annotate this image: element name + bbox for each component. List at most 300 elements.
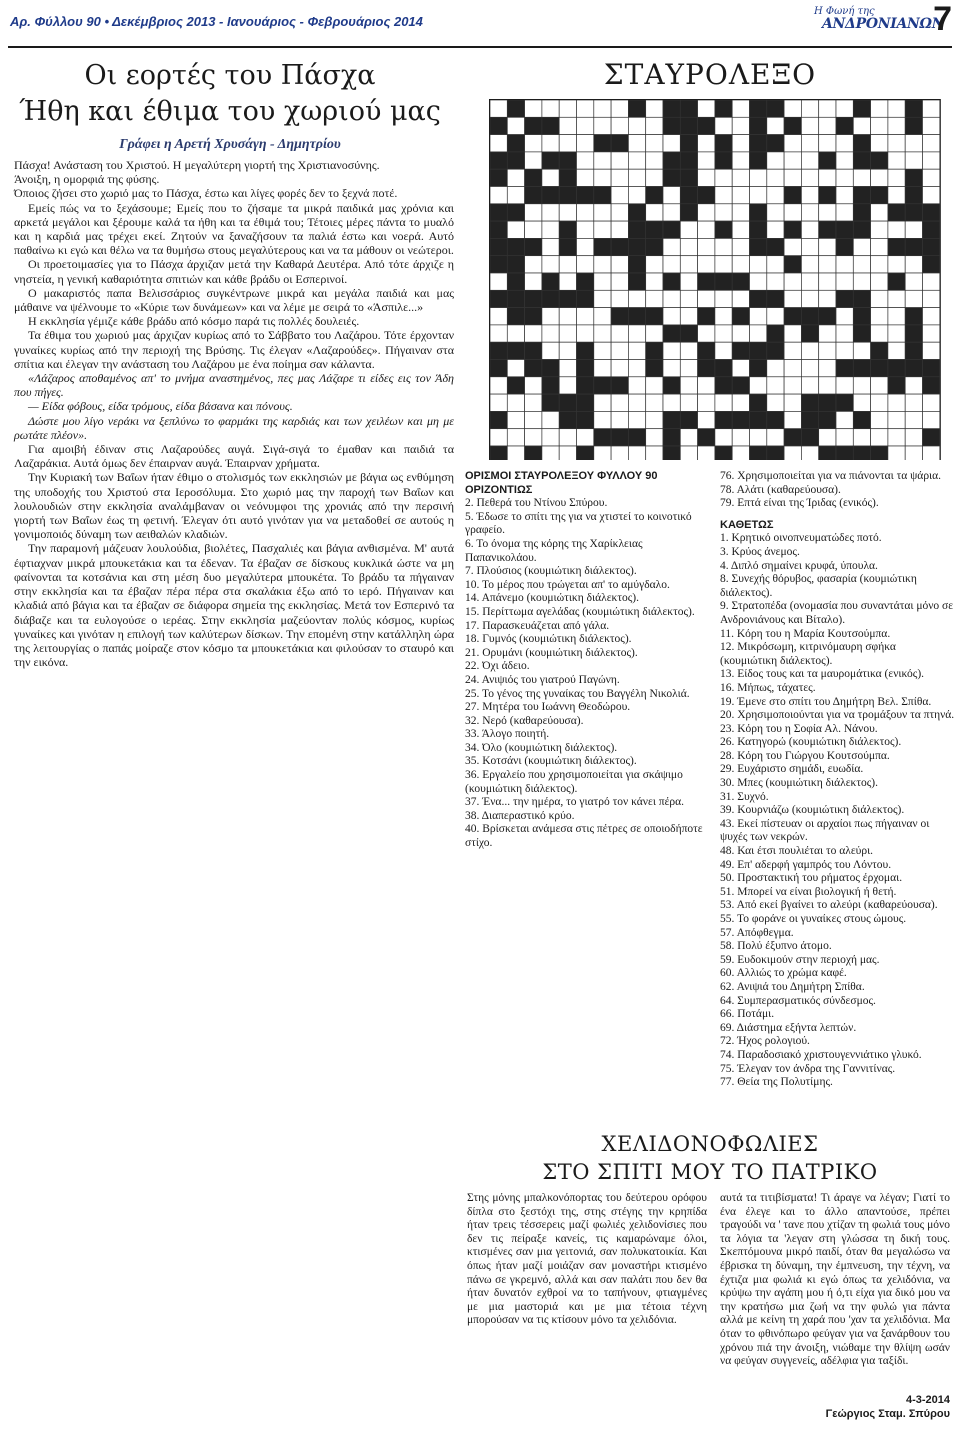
crossword-black-cell	[663, 273, 680, 290]
crossword-cell	[923, 446, 940, 460]
crossword-cell	[819, 238, 836, 255]
down-definition: 1. Κρητικό οινοπνευματώδες ποτό.	[720, 532, 882, 545]
down-definition: 8. Συνεχής θόρυβος, φασαρία (κουμιώτικη διάλεκτος).	[720, 573, 917, 599]
crossword-black-cell	[611, 238, 628, 255]
down-definition: 74. Παραδοσιακό χριστουγεννιάτικο γλυκό.	[720, 1048, 922, 1061]
crossword-black-cell	[646, 360, 663, 377]
crossword-cell	[628, 117, 645, 134]
crossword-cell	[577, 169, 594, 186]
crossword-black-cell	[905, 360, 922, 377]
crossword-cell	[888, 256, 905, 273]
crossword-black-cell	[542, 377, 559, 394]
crossword-black-cell	[611, 429, 628, 446]
crossword-cell	[577, 325, 594, 342]
crossword-black-cell	[577, 360, 594, 377]
crossword-black-cell	[801, 325, 818, 342]
crossword-cell	[542, 256, 559, 273]
down-definition: 26. Κατηγορώ (κουμιώτικη διάλεκτος).	[720, 736, 902, 749]
down-definition: 11. Κόρη του η Μαρία Κουτσούμπα.	[720, 627, 891, 640]
crossword-cell	[836, 342, 853, 359]
crossword-cell	[715, 238, 732, 255]
crossword-cell	[680, 429, 697, 446]
crossword-cell	[905, 377, 922, 394]
crossword-black-cell	[680, 204, 697, 221]
crossword-cell	[525, 204, 542, 221]
crossword-cell	[732, 117, 749, 134]
crossword-black-cell	[750, 411, 767, 428]
crossword-cell	[559, 100, 576, 117]
across-continued-list	[720, 470, 955, 511]
article-paragraph: Όποιος ζήσει στο χωριό μας το Πάσχα, έστω και λίγες φορές δεν το ξεχνά ποτέ.	[14, 186, 398, 201]
crossword-cell	[594, 221, 611, 238]
crossword-black-cell	[750, 152, 767, 169]
crossword-cell	[490, 429, 507, 446]
crossword-cell	[715, 256, 732, 273]
crossword-black-cell	[628, 308, 645, 325]
down-definition: 30. Μπες (κουμιώτικη διάλεκτος).	[720, 777, 878, 790]
crossword-black-cell	[923, 360, 940, 377]
crossword-black-cell	[819, 152, 836, 169]
crossword-cell	[836, 377, 853, 394]
crossword-cell	[628, 342, 645, 359]
crossword-black-cell	[663, 377, 680, 394]
article-paragraph: Για αμοιβή έδιναν στις Λαζαρούδες αυγά. Σιγά-σιγά το έμαθαν και παιδιά τα Λαζαράκια. Αυτά όμως δεν έπαιρναν αυγά. Έπαιρναν χρήματα.	[14, 442, 454, 471]
crossword-cell	[715, 308, 732, 325]
crossword-cell	[784, 152, 801, 169]
down-definition: 9. Στρατοπέδα (ονομασία που συναντάται μόνο σε Ανδρονιάνους και Βίταλο).	[720, 600, 954, 626]
crossword-black-cell	[767, 342, 784, 359]
crossword-grid	[488, 98, 942, 460]
crossword-cell	[542, 325, 559, 342]
crossword-black-cell	[628, 100, 645, 117]
crossword-black-cell	[646, 308, 663, 325]
crossword-cell	[784, 135, 801, 152]
crossword-cell	[732, 152, 749, 169]
crossword-cell	[663, 394, 680, 411]
page-header	[0, 0, 960, 44]
crossword-black-cell	[923, 429, 940, 446]
crossword-black-cell	[680, 135, 697, 152]
across-definition: 78. Αλάτι (καθαρεύουσα).	[720, 483, 841, 496]
crossword-cell	[732, 100, 749, 117]
crossword-cell	[888, 429, 905, 446]
crossword-black-cell	[853, 360, 870, 377]
crossword-cell	[819, 360, 836, 377]
crossword-cell	[836, 308, 853, 325]
crossword-cell	[698, 169, 715, 186]
crossword-cell	[801, 273, 818, 290]
crossword-black-cell	[715, 273, 732, 290]
crossword-cell	[507, 446, 524, 460]
crossword-cell	[594, 152, 611, 169]
crossword-cell	[715, 342, 732, 359]
crossword-black-cell	[559, 238, 576, 255]
article-poem-line: «Λάζαρος αποθαμένος απ' το μνήμα αναστημένος, πες μας Λάζαρε τι είδες εις τον Άδη που πήγες.	[14, 371, 454, 400]
crossword-black-cell	[732, 308, 749, 325]
crossword-cell	[698, 290, 715, 307]
crossword-cell	[836, 411, 853, 428]
crossword-cell	[577, 429, 594, 446]
crossword-cell	[559, 135, 576, 152]
crossword-black-cell	[801, 429, 818, 446]
crossword-cell	[715, 290, 732, 307]
crossword-cell	[767, 377, 784, 394]
crossword-black-cell	[507, 204, 524, 221]
crossword-black-cell	[767, 100, 784, 117]
crossword-cell	[611, 394, 628, 411]
crossword-cell	[888, 325, 905, 342]
crossword-cell	[646, 256, 663, 273]
crossword-cell	[663, 256, 680, 273]
crossword-cell	[801, 169, 818, 186]
crossword-cell	[542, 169, 559, 186]
across-definition: 6. Το όνομα της κόρης της Χαρίκλειας Παπανικολάου.	[465, 537, 643, 564]
crossword-cell	[594, 256, 611, 273]
down-definition: 69. Διάστημα εξήντα λεπτών.	[720, 1021, 857, 1034]
crossword-black-cell	[525, 238, 542, 255]
crossword-black-cell	[767, 290, 784, 307]
crossword-cell	[525, 325, 542, 342]
crossword-black-cell	[750, 117, 767, 134]
crossword-black-cell	[490, 360, 507, 377]
crossword-cell	[559, 273, 576, 290]
crossword-black-cell	[750, 100, 767, 117]
crossword-black-cell	[577, 377, 594, 394]
crossword-black-cell	[784, 256, 801, 273]
down-definition: 20. Χρησιμοποιούνται για να τρομάξουν τα πτηνά.	[720, 709, 955, 722]
crossword-cell	[923, 325, 940, 342]
crossword-cell	[801, 360, 818, 377]
crossword-black-cell	[819, 394, 836, 411]
crossword-cell	[611, 325, 628, 342]
crossword-black-cell	[542, 394, 559, 411]
article-body	[14, 158, 454, 669]
crossword-cell	[853, 117, 870, 134]
crossword-cell	[923, 100, 940, 117]
crossword-cell	[542, 100, 559, 117]
crossword-cell	[507, 117, 524, 134]
down-list	[720, 532, 955, 1089]
crossword-cell	[750, 429, 767, 446]
crossword-cell	[594, 290, 611, 307]
crossword-black-cell	[715, 221, 732, 238]
crossword-cell	[628, 152, 645, 169]
crossword-black-cell	[853, 308, 870, 325]
crossword-black-cell	[490, 256, 507, 273]
crossword-cell	[767, 204, 784, 221]
crossword-cell	[594, 204, 611, 221]
crossword-cell	[819, 117, 836, 134]
crossword-cell	[853, 169, 870, 186]
crossword-black-cell	[577, 394, 594, 411]
crossword-cell	[715, 394, 732, 411]
crossword-cell	[750, 273, 767, 290]
crossword-black-cell	[905, 169, 922, 186]
crossword-black-cell	[923, 377, 940, 394]
down-definition: 53. Από εκεί βγαίνει το αλεύρι (καθαρεύουσα).	[720, 899, 938, 912]
across-definition: 18. Γυμνός (κουμιώτικη διάλεκτος).	[465, 633, 632, 646]
crossword-black-cell	[594, 238, 611, 255]
crossword-cell	[888, 446, 905, 460]
crossword-cell	[767, 169, 784, 186]
crossword-black-cell	[836, 290, 853, 307]
crossword-cell	[750, 169, 767, 186]
crossword-black-cell	[559, 411, 576, 428]
down-definition: 77. Θεία της Πολυτίμης.	[720, 1076, 833, 1089]
crossword-black-cell	[923, 204, 940, 221]
crossword-cell	[801, 187, 818, 204]
crossword-cell	[905, 411, 922, 428]
down-heading: ΚΑΘΕΤΩΣ	[720, 518, 774, 531]
crossword-black-cell	[507, 308, 524, 325]
crossword-cell	[594, 169, 611, 186]
crossword-cell	[715, 117, 732, 134]
crossword-cell	[750, 377, 767, 394]
crossword-cell	[594, 273, 611, 290]
crossword-cell	[888, 169, 905, 186]
crossword-cell	[767, 256, 784, 273]
crossword-black-cell	[611, 377, 628, 394]
poem-title-line-1: ΧΕΛΙΔΟΝΟΦΩΛΙΕΣ	[601, 1132, 819, 1156]
crossword-black-cell	[698, 273, 715, 290]
poem-column-2: αυτά τα τιτιβίσματα! Τι άραγε να λέγαν; Γιατί το ένα έλεγε και το άλλο απαντούσε, πρέπει τραγούδι να ' τανε που χτίζαν τη φωλιά τους μόνο τα λόγια τα 'λεγαν στη γλώσσα τη δική τους. Σκεπτόμουνα μικρό παιδί, όταν θα μεγαλώσω να έβρισκα τη δύναμη, την έμπνευση, την τέχνη, να έχτιζα μια φωλιά κι εγώ όπως τα χελιδόνια, να κρύψω την αγάπη μου ή ό,τι είχα για δικό μου να την κρατήσω μια ζωή να την φυλώ για πάντα αλλά με κείνη τη χαρά που 'χαν τα χελιδόνια. Μα όταν το φθινόπωρο φεύγαν για να ξανάρθουν του χρόνου πιά την άνοιξη, νιώθαμε την θλίψη ωσάν να φεύγαν συγγενείς, αδέλφια για ταξίδι.	[720, 1192, 950, 1368]
crossword-cell	[801, 221, 818, 238]
crossword-cell	[490, 394, 507, 411]
crossword-black-cell	[905, 342, 922, 359]
crossword-cell	[888, 221, 905, 238]
crossword-cell	[594, 342, 611, 359]
crossword-cell	[628, 187, 645, 204]
crossword-black-cell	[559, 187, 576, 204]
crossword-black-cell	[680, 325, 697, 342]
down-definition: 55. Το φοράνε οι γυναίκες στους ώμους.	[720, 913, 907, 925]
crossword-cell	[888, 308, 905, 325]
across-definition: 22. Όχι άδειο.	[465, 660, 530, 673]
crossword-black-cell	[784, 429, 801, 446]
crossword-cell	[594, 446, 611, 460]
crossword-cell	[732, 135, 749, 152]
crossword-cell	[507, 429, 524, 446]
down-definition: 29. Ευχάριστο σημάδι, ευωδία.	[720, 763, 864, 776]
crossword-black-cell	[819, 411, 836, 428]
crossword-black-cell	[646, 238, 663, 255]
crossword-black-cell	[559, 290, 576, 307]
crossword-cell	[559, 377, 576, 394]
crossword-cell	[698, 152, 715, 169]
crossword-black-cell	[853, 290, 870, 307]
crossword-cell	[594, 100, 611, 117]
crossword-cell	[680, 238, 697, 255]
down-definition: 16. Μήπως, τάχατες.	[720, 681, 816, 694]
crossword-cell	[525, 377, 542, 394]
crossword-cell	[542, 429, 559, 446]
crossword-black-cell	[801, 394, 818, 411]
crossword-cell	[663, 290, 680, 307]
crossword-cell	[732, 394, 749, 411]
crossword-black-cell	[750, 446, 767, 460]
crossword-black-cell	[680, 169, 697, 186]
crossword-cell	[646, 290, 663, 307]
crossword-black-cell	[819, 308, 836, 325]
crossword-cell	[888, 152, 905, 169]
across-definition: 79. Επτά είναι της Ίριδας (ενικός).	[720, 497, 879, 510]
crossword-cell	[871, 100, 888, 117]
crossword-cell	[853, 238, 870, 255]
crossword-cell	[923, 135, 940, 152]
newspaper-logo	[808, 6, 945, 40]
across-definition: 37. Ένα... την ημέρα, το γιατρό τον κάνει πέρα.	[465, 796, 685, 809]
crossword-cell	[559, 342, 576, 359]
across-definition: 36. Εργαλείο που χρησιμοποιείται για σκάψιμο (κουμιώτικη διάλεκτος).	[465, 769, 683, 795]
crossword-black-cell	[871, 187, 888, 204]
crossword-cell	[750, 187, 767, 204]
crossword-black-cell	[767, 411, 784, 428]
crossword-cell	[836, 169, 853, 186]
crossword-black-cell	[577, 411, 594, 428]
down-definition: 57. Απόφθεγμα.	[720, 926, 794, 939]
crossword-cell	[871, 290, 888, 307]
crossword-black-cell	[836, 446, 853, 460]
crossword-cell	[923, 342, 940, 359]
crossword-cell	[698, 100, 715, 117]
crossword-cell	[732, 325, 749, 342]
crossword-black-cell	[490, 152, 507, 169]
crossword-black-cell	[905, 100, 922, 117]
crossword-black-cell	[542, 187, 559, 204]
article-byline: Γράφει η Αρετή Χρυσάγη - Δημητρίου	[119, 137, 341, 152]
crossword-black-cell	[490, 117, 507, 134]
crossword-black-cell	[732, 411, 749, 428]
crossword-black-cell	[853, 446, 870, 460]
crossword-black-cell	[698, 342, 715, 359]
crossword-black-cell	[750, 394, 767, 411]
article-poem-line: — Είδα φόβους, είδα τρόμους, είδα βάσανα και πόνους.	[28, 399, 293, 414]
crossword-black-cell	[836, 221, 853, 238]
crossword-cell	[767, 360, 784, 377]
page-number: 7	[933, 0, 952, 38]
crossword-cell	[559, 117, 576, 134]
across-definition: 7. Πλούσιος (κουμιώτικη διάλεκτος).	[465, 565, 637, 578]
crossword-cell	[680, 377, 697, 394]
crossword-cell	[784, 100, 801, 117]
article-paragraph: Την Κυριακή των Βαΐων ήταν έθιμο ο στολισμός των εκκλησιών με βάγια ως ενθύμηση της υποδοχής του Χριστού στα Ιεροσόλυμα. Στο χωριό μας την παροχή των Βαΐων και λουλουδιών στην εκκλησία αναλάμβαναν οι νεόνυμφοι της χρονιάς από την περσινή γιορτή των Βαΐων έως τη φετινή. Έλεγαν ότι αυτό γινόταν για να μεταδοθεί σε αυτούς η γονιμοποιός δύναμη των αειθαλών κλαδιών.	[14, 470, 454, 542]
crossword-black-cell	[905, 238, 922, 255]
crossword-black-cell	[853, 411, 870, 428]
crossword-black-cell	[663, 446, 680, 460]
crossword-cell	[611, 342, 628, 359]
crossword-cell	[646, 411, 663, 428]
crossword-cell	[732, 290, 749, 307]
crossword-cell	[767, 394, 784, 411]
crossword-cell	[836, 135, 853, 152]
crossword-black-cell	[507, 135, 524, 152]
crossword-cell	[594, 117, 611, 134]
crossword-cell	[871, 325, 888, 342]
crossword-cell	[542, 411, 559, 428]
crossword-black-cell	[490, 290, 507, 307]
crossword-cell	[680, 446, 697, 460]
crossword-cell	[525, 100, 542, 117]
crossword-black-cell	[542, 117, 559, 134]
crossword-black-cell	[853, 221, 870, 238]
crossword-cell	[801, 238, 818, 255]
crossword-black-cell	[698, 429, 715, 446]
crossword-cell	[628, 360, 645, 377]
down-definition: 51. Μπορεί να είναι βιολογική ή θετή.	[720, 885, 897, 898]
crossword-cell	[784, 394, 801, 411]
crossword-cell	[525, 256, 542, 273]
crossword-cell	[871, 221, 888, 238]
crossword-cell	[628, 446, 645, 460]
crossword-black-cell	[680, 187, 697, 204]
crossword-black-cell	[577, 446, 594, 460]
crossword-cell	[871, 204, 888, 221]
down-definition: 60. Αλλιώς το χρώμα καφέ.	[720, 967, 847, 980]
crossword-black-cell	[559, 221, 576, 238]
across-definition: 40. Βρίσκεται ανάμεσα στις πέτρες σε οποιοδήποτε στίχο.	[465, 823, 703, 850]
crossword-black-cell	[507, 256, 524, 273]
crossword-black-cell	[905, 308, 922, 325]
crossword-cell	[490, 273, 507, 290]
crossword-cell	[923, 308, 940, 325]
crossword-black-cell	[732, 377, 749, 394]
crossword-black-cell	[525, 446, 542, 460]
crossword-cell	[611, 187, 628, 204]
crossword-black-cell	[853, 187, 870, 204]
definitions-column-1	[465, 470, 709, 851]
down-definition: 66. Ποτάμι.	[720, 1008, 775, 1021]
crossword-black-cell	[698, 117, 715, 134]
crossword-cell	[507, 394, 524, 411]
crossword-cell	[507, 411, 524, 428]
crossword-cell	[646, 152, 663, 169]
across-definition: 10. Το μέρος που τρώγεται απ' το αμύγδαλο.	[465, 578, 670, 591]
down-definition: 59. Ευδοκιμούν στην περιοχή μας.	[720, 953, 880, 966]
crossword-cell	[784, 377, 801, 394]
crossword-cell	[577, 221, 594, 238]
crossword-black-cell	[525, 290, 542, 307]
crossword-black-cell	[507, 152, 524, 169]
crossword-cell	[732, 360, 749, 377]
crossword-black-cell	[715, 152, 732, 169]
crossword-black-cell	[750, 290, 767, 307]
crossword-black-cell	[853, 152, 870, 169]
crossword-cell	[646, 394, 663, 411]
crossword-black-cell	[732, 342, 749, 359]
crossword-black-cell	[525, 342, 542, 359]
crossword-cell	[663, 308, 680, 325]
crossword-cell	[784, 360, 801, 377]
crossword-cell	[836, 152, 853, 169]
crossword-cell	[715, 325, 732, 342]
crossword-black-cell	[836, 117, 853, 134]
crossword-black-cell	[801, 411, 818, 428]
crossword-black-cell	[715, 135, 732, 152]
crossword-cell	[819, 204, 836, 221]
across-definition: 33. Άλογο ποιητή.	[465, 728, 550, 741]
poem-title-line-2: ΣΤΟ ΣΠΙΤΙ ΜΟΥ ΤΟ ΠΑΤΡΙΚΟ	[542, 1160, 878, 1184]
crossword-cell	[611, 360, 628, 377]
crossword-cell	[628, 290, 645, 307]
crossword-black-cell	[663, 429, 680, 446]
crossword-cell	[646, 446, 663, 460]
crossword-cell	[559, 256, 576, 273]
crossword-cell	[490, 377, 507, 394]
poem-date: 4-3-2014	[905, 1394, 950, 1406]
crossword-cell	[801, 290, 818, 307]
crossword-cell	[542, 135, 559, 152]
crossword-cell	[819, 135, 836, 152]
